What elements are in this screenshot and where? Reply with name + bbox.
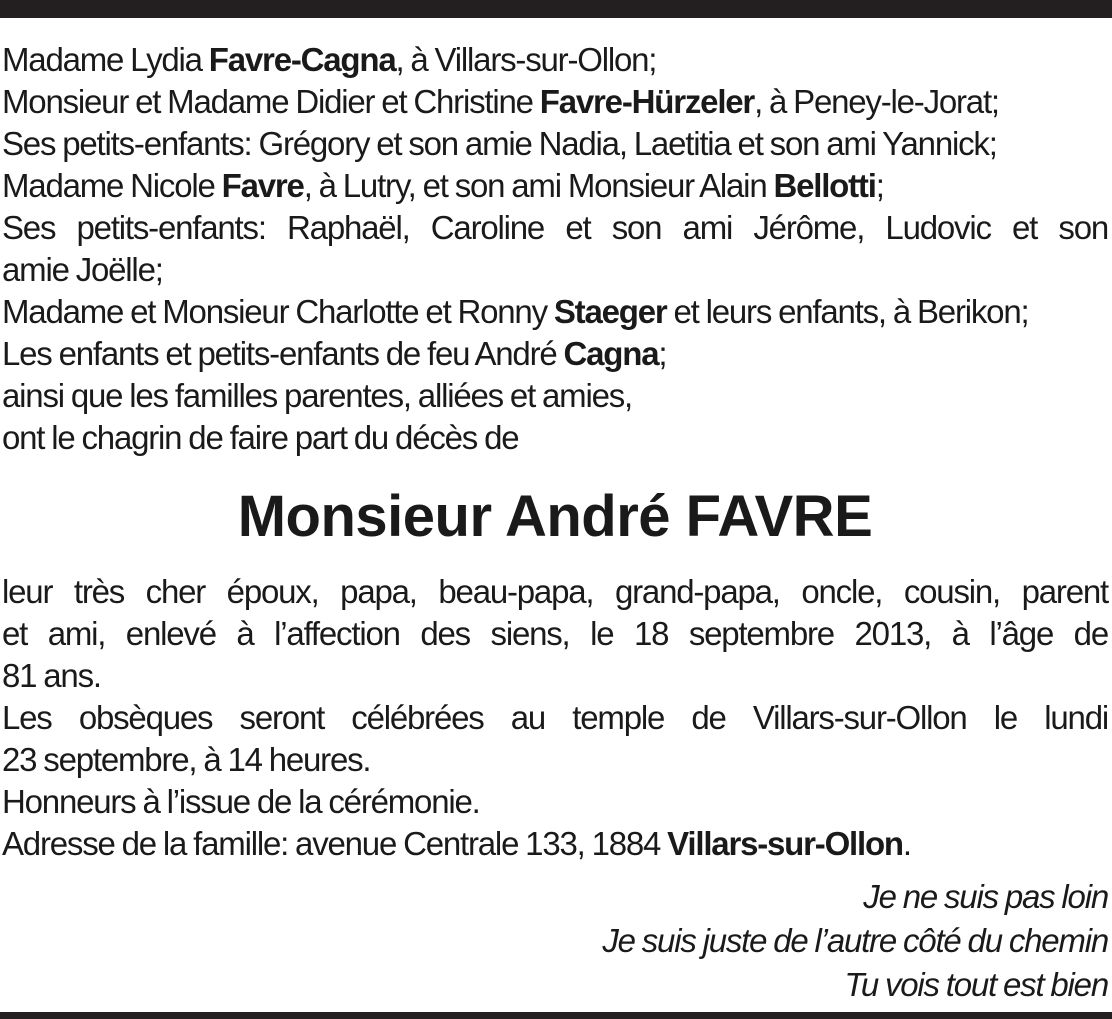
- family-text: Monsieur et Madame Didier et Christine: [2, 83, 540, 120]
- family-line: [2, 165, 1108, 207]
- family-name: Bellotti: [773, 167, 876, 204]
- family-line: amie Joëlle;: [2, 251, 163, 288]
- family-line: Ses petits-enfants: Grégory et son amie Nadia, Laetitia et son ami Yannick;: [2, 125, 997, 162]
- family-text: Madame et Monsieur Charlotte et Ronny: [2, 293, 554, 330]
- family-line: [2, 39, 1108, 81]
- details-line: Honneurs à l’issue de la cérémonie.: [2, 783, 480, 820]
- details: [2, 571, 1108, 865]
- family-text: , à Villars-sur-Ollon;: [395, 41, 657, 78]
- poem-line: Je suis juste de l’autre côté du chemin: [602, 922, 1108, 959]
- family-line: Ses petits-enfants: Raphaël, Caroline et son ami Jérôme, Ludovic et son: [2, 209, 1108, 246]
- family-name: Favre-Hürzeler: [539, 83, 755, 120]
- death-notice: [2, 39, 1108, 1007]
- family-line: ont le chagrin de faire part du décès de: [2, 419, 519, 456]
- details-line: leur très cher époux, papa, beau-papa, grand-papa, oncle, cousin, parent: [2, 573, 1108, 610]
- poem-line: Je ne suis pas loin: [863, 878, 1108, 915]
- details-line: 23 septembre, à 14 heures.: [2, 741, 371, 778]
- details-line: Les obsèques seront célébrées au temple de Villars-sur-Ollon le lundi: [2, 699, 1108, 736]
- deceased-name: Monsieur André FAVRE: [237, 484, 873, 549]
- family-text: Madame Lydia: [2, 41, 209, 78]
- family-text: , à Lutry, et son ami Monsieur Alain: [303, 167, 774, 204]
- family-name: Staeger: [553, 293, 667, 330]
- family-line: [2, 291, 1108, 333]
- address-text: .: [902, 825, 911, 862]
- top-rule: [0, 0, 1112, 18]
- details-line: 81 ans.: [2, 657, 101, 694]
- details-line: et ami, enlevé à l’affection des siens, le 18 septembre 2013, à l’âge de: [2, 615, 1108, 652]
- family-line: [2, 81, 1108, 123]
- family-line: [2, 333, 1108, 375]
- family-list: [2, 39, 1108, 459]
- family-text: Les enfants et petits-enfants de feu André: [2, 335, 564, 372]
- address-place: Villars-sur-Ollon: [667, 825, 903, 862]
- bottom-rule: [0, 1012, 1112, 1019]
- poem-line: Tu vois tout est bien: [844, 966, 1108, 1003]
- family-name: Favre: [221, 167, 304, 204]
- family-text: Madame Nicole: [2, 167, 222, 204]
- family-name: Favre-Cagna: [208, 41, 396, 78]
- family-text: ;: [875, 167, 884, 204]
- family-text: , à Peney-le-Jorat;: [754, 83, 999, 120]
- address-line: [2, 823, 1108, 865]
- family-name: Cagna: [563, 335, 659, 372]
- family-text: et leurs enfants, à Berikon;: [666, 293, 1029, 330]
- address-text: Adresse de la famille: avenue Centrale 133, 1884: [2, 825, 668, 862]
- poem: [2, 875, 1108, 1007]
- family-text: ;: [658, 335, 667, 372]
- family-line: ainsi que les familles parentes, alliées et amies,: [2, 377, 633, 414]
